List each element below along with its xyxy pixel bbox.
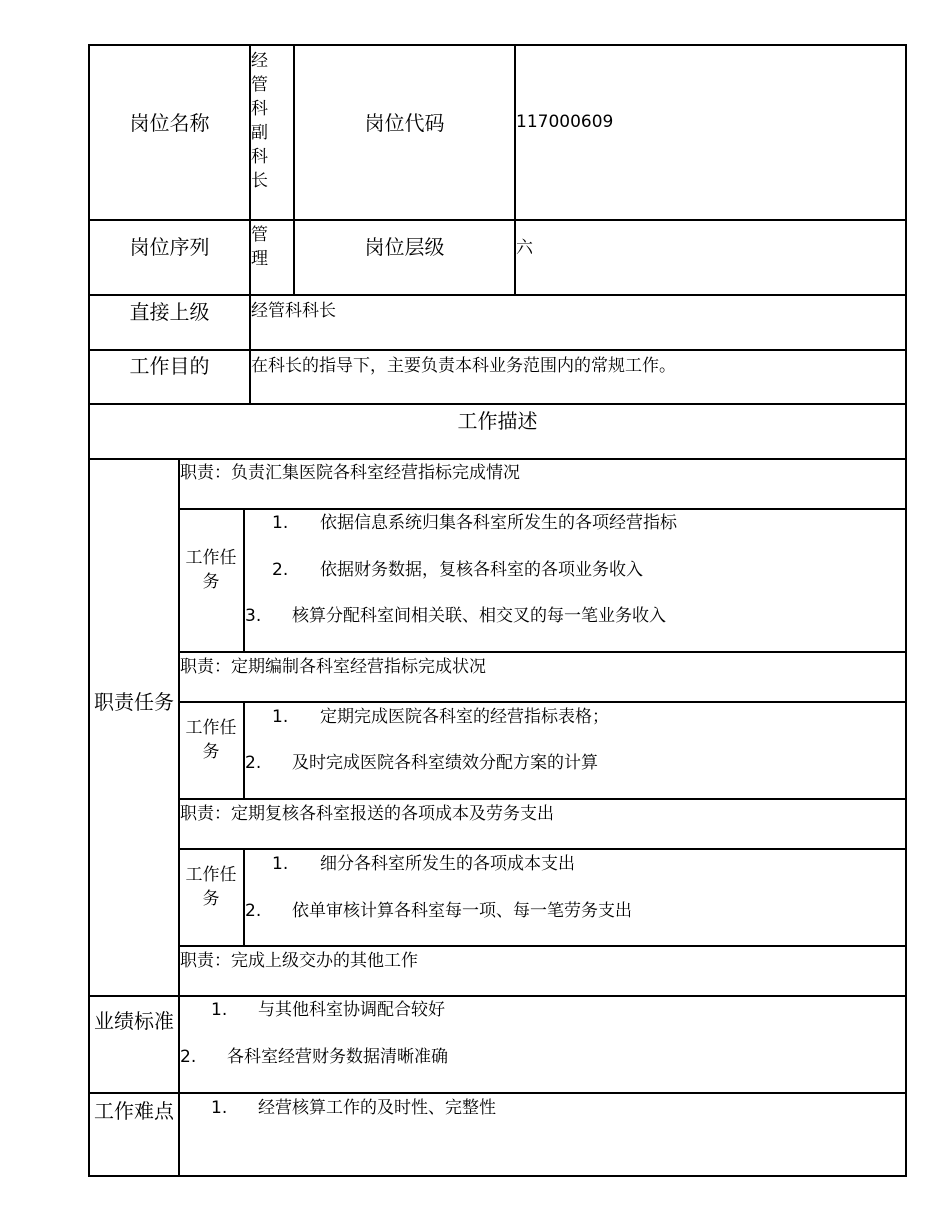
- post-series-value: 管理: [251, 225, 268, 269]
- difficulty-item: 1. 经营核算工作的及时性、完整性: [211, 1098, 496, 1118]
- task-item: 2. 及时完成医院各科室绩效分配方案的计算: [245, 753, 598, 773]
- duty-title: 职责：负责汇集医院各科室经营指标完成情况: [180, 463, 520, 483]
- task-item: 1. 依据信息系统归集各科室所发生的各项经营指标: [272, 513, 677, 533]
- task-label: 工作任务: [185, 865, 237, 909]
- duties-label: 职责任务: [94, 690, 174, 714]
- superior-label: 直接上级: [129, 300, 210, 324]
- duty-title: 职责：定期复核各科室报送的各项成本及劳务支出: [180, 804, 554, 824]
- task-label: 工作任务: [185, 718, 237, 762]
- duty-title: 职责：完成上级交办的其他工作: [180, 951, 418, 971]
- purpose-label: 工作目的: [129, 354, 210, 378]
- post-series-label: 岗位序列: [129, 235, 210, 259]
- post-code-value: 117000609: [516, 112, 614, 132]
- post-name-label: 岗位名称: [129, 111, 210, 135]
- difficulty-label: 工作难点: [94, 1099, 174, 1123]
- post-level-label: 岗位层级: [364, 235, 445, 259]
- post-level-value: 六: [516, 238, 533, 258]
- task-item: 2. 依单审核计算各科室每一项、每一笔劳务支出: [245, 901, 632, 921]
- superior-value: 经管科科长: [251, 301, 336, 321]
- performance-label: 业绩标准: [94, 1009, 174, 1033]
- post-name-value: 经管科副科长: [251, 51, 268, 191]
- duty-title: 职责：定期编制各科室经营指标完成状况: [180, 657, 486, 677]
- task-item: 1. 细分各科室所发生的各项成本支出: [272, 854, 575, 874]
- post-code-label: 岗位代码: [364, 111, 445, 135]
- description-title: 工作描述: [457, 409, 538, 433]
- task-item: 1. 定期完成医院各科室的经营指标表格；: [272, 707, 609, 727]
- purpose-value: 在科长的指导下，主要负责本科业务范围内的常规工作。: [251, 356, 676, 376]
- performance-item: 2. 各科室经营财务数据清晰准确: [180, 1047, 448, 1067]
- performance-item: 1. 与其他科室协调配合较好: [211, 1000, 445, 1020]
- task-label: 工作任务: [185, 548, 237, 592]
- task-item: 2. 依据财务数据，复核各科室的各项业务收入: [272, 560, 643, 580]
- task-item: 3. 核算分配科室间相关联、相交叉的每一笔业务收入: [245, 606, 666, 626]
